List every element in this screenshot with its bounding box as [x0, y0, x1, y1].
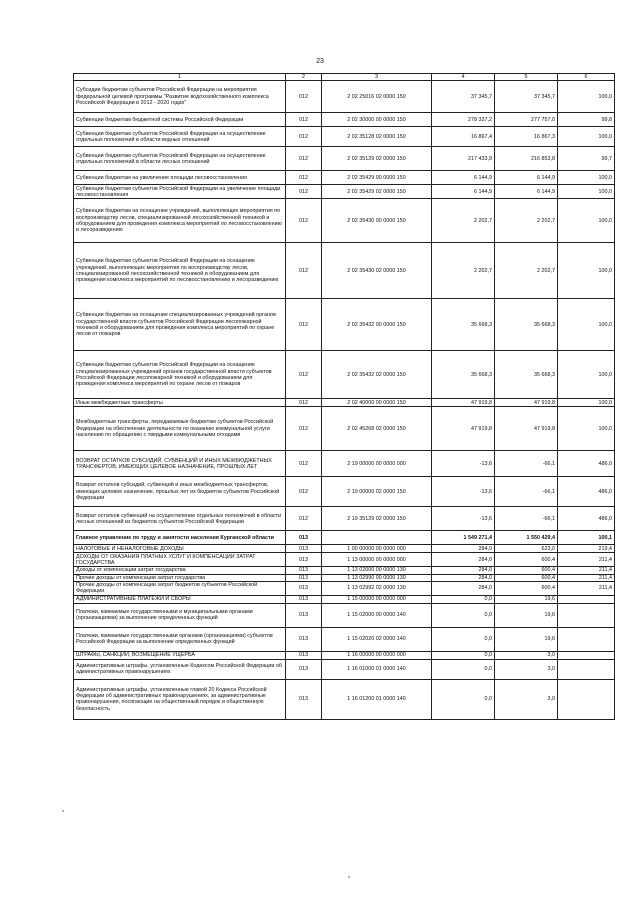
row-percent-cell	[558, 651, 615, 659]
row-admin-code-cell: 013	[286, 659, 322, 679]
table-row	[74, 299, 615, 351]
row-actual-amount-cell: 6 144,9	[495, 185, 558, 199]
row-name-cell: Административные штрафы, установленные главой 20 Кодекса Российской Федерации об административных правонарушениях, за административные правонарушения, посягающие на общественный порядок и общественную безопасность	[74, 679, 286, 719]
row-admin-code-cell: 013	[286, 651, 322, 659]
table-row	[74, 171, 615, 185]
row-planned-amount-cell: 0,0	[432, 627, 495, 651]
budget-revenue-table	[73, 73, 615, 720]
row-planned-amount-cell: 35 668,3	[432, 351, 495, 399]
header-cell: 4	[432, 74, 495, 81]
table-row	[74, 651, 615, 659]
row-planned-amount-cell: 0,0	[432, 679, 495, 719]
row-name-cell: АДМИНИСТРАТИВНЫЕ ПЛАТЕЖИ И СБОРЫ	[74, 595, 286, 603]
scan-speck	[62, 810, 64, 812]
row-actual-amount-cell: 35 668,3	[495, 351, 558, 399]
row-admin-code-cell: 012	[286, 351, 322, 399]
row-planned-amount-cell: 6 144,9	[432, 171, 495, 185]
row-budget-code-cell: 2 02 40000 00 0000 150	[322, 399, 432, 407]
row-name-cell: НАЛОГОВЫЕ И НЕНАЛОГОВЫЕ ДОХОДЫ	[74, 545, 286, 553]
row-percent-cell: 211,4	[558, 581, 615, 595]
row-actual-amount-cell: 2 202,7	[495, 243, 558, 299]
row-planned-amount-cell: -13,6	[432, 507, 495, 531]
row-actual-amount-cell: 3,0	[495, 679, 558, 719]
table-row	[74, 595, 615, 603]
table-row	[74, 659, 615, 679]
row-actual-amount-cell: 600,4	[495, 581, 558, 595]
row-budget-code-cell: 2 19 00000 02 0000 150	[322, 477, 432, 507]
row-actual-amount-cell: 3,0	[495, 659, 558, 679]
row-admin-code-cell: 013	[286, 595, 322, 603]
row-actual-amount-cell: 623,0	[495, 545, 558, 553]
row-actual-amount-cell: 19,6	[495, 627, 558, 651]
row-budget-code-cell: 2 19 35129 02 0000 150	[322, 507, 432, 531]
row-actual-amount-cell: 277 757,0	[495, 113, 558, 127]
row-planned-amount-cell: 0,0	[432, 595, 495, 603]
row-budget-code-cell: 1 15 02000 00 0000 140	[322, 603, 432, 627]
row-percent-cell: 100,0	[558, 199, 615, 243]
row-budget-code-cell: 1 13 02990 00 0000 130	[322, 574, 432, 581]
row-planned-amount-cell: 278 337,2	[432, 113, 495, 127]
row-actual-amount-cell: 3,0	[495, 651, 558, 659]
table-row	[74, 199, 615, 243]
row-planned-amount-cell: 2 202,7	[432, 199, 495, 243]
row-budget-code-cell	[322, 531, 432, 545]
row-admin-code-cell: 012	[286, 299, 322, 351]
row-name-cell: Административные штрафы, установленные Кодексом Российской Федерации об административных правонарушениях	[74, 659, 286, 679]
row-admin-code-cell: 012	[286, 171, 322, 185]
row-name-cell: Прочие доходы от компенсации затрат государства	[74, 574, 286, 581]
table-row	[74, 451, 615, 477]
row-percent-cell	[558, 679, 615, 719]
row-name-cell: Субвенции бюджетам субъектов Российской Федерации на осуществление отдельных полномочий в области лесных отношений	[74, 147, 286, 171]
row-name-cell: Межбюджетные трансферты, передаваемые бюджетам субъектов Российской Федерации на обеспечение деятельности по оказанию коммунальной услуги населению по обращению с твердыми коммунальными отходами	[74, 407, 286, 451]
row-percent-cell: 100,0	[558, 127, 615, 147]
scan-speck	[348, 876, 350, 878]
row-budget-code-cell: 2 02 35432 02 0000 150	[322, 351, 432, 399]
row-planned-amount-cell: 16 867,4	[432, 127, 495, 147]
table-row	[74, 603, 615, 627]
table-row	[74, 545, 615, 553]
header-cell: 1	[74, 74, 286, 81]
row-budget-code-cell: 1 16 00000 00 0000 000	[322, 651, 432, 659]
row-budget-code-cell: 2 02 25016 02 0000 150	[322, 81, 432, 113]
table-row	[74, 531, 615, 545]
row-actual-amount-cell: 600,4	[495, 574, 558, 581]
row-admin-code-cell: 012	[286, 199, 322, 243]
row-budget-code-cell: 2 02 35128 02 0000 150	[322, 127, 432, 147]
row-budget-code-cell: 2 02 35429 02 0000 150	[322, 185, 432, 199]
row-actual-amount-cell: 19,6	[495, 595, 558, 603]
row-percent-cell: 100,0	[558, 185, 615, 199]
row-percent-cell: 100,0	[558, 243, 615, 299]
row-budget-code-cell: 2 02 35430 02 0000 150	[322, 243, 432, 299]
row-admin-code-cell: 013	[286, 679, 322, 719]
row-name-cell: Платежи, взимаемые государственными органами (организациями) субъектов Российской Федерации за выполнение определенных функций	[74, 627, 286, 651]
row-name-cell: Возврат остатков субсидий, субвенций и иных межбюджетных трансфертов, имеющих целевое назначение, прошлых лет из бюджетов субъектов Российской Федерации	[74, 477, 286, 507]
row-actual-amount-cell: -66,1	[495, 477, 558, 507]
row-name-cell: Субвенции бюджетам субъектов Российской Федерации на увеличение площади лесовосстановления	[74, 185, 286, 199]
row-admin-code-cell: 013	[286, 553, 322, 567]
row-admin-code-cell: 012	[286, 507, 322, 531]
row-admin-code-cell: 013	[286, 581, 322, 595]
row-budget-code-cell: 2 02 35129 02 0000 150	[322, 147, 432, 171]
row-actual-amount-cell: 16 867,3	[495, 127, 558, 147]
row-name-cell: ВОЗВРАТ ОСТАТКОВ СУБСИДИЙ, СУБВЕНЦИЙ И ИНЫХ МЕЖБЮДЖЕТНЫХ ТРАНСФЕРТОВ, ИМЕЮЩИХ ЦЕЛЕВОЕ НАЗНАЧЕНИЕ, ПРОШЛЫХ ЛЕТ	[74, 451, 286, 477]
row-percent-cell: 486,0	[558, 507, 615, 531]
row-admin-code-cell: 012	[286, 185, 322, 199]
row-name-cell: Субсидии бюджетам субъектов Российской Федерации на мероприятия федеральной целевой программы "Развитие водохозяйственного комплекса Российской Федерации в 2012 - 2020 годах"	[74, 81, 286, 113]
row-planned-amount-cell: 37 345,7	[432, 81, 495, 113]
row-planned-amount-cell: 1 549 271,4	[432, 531, 495, 545]
table-row	[74, 627, 615, 651]
row-actual-amount-cell: 37 345,7	[495, 81, 558, 113]
row-name-cell: Прочие доходы от компенсации затрат бюджетов субъектов Российской Федерации	[74, 581, 286, 595]
table-row	[74, 113, 615, 127]
row-percent-cell: 486,0	[558, 451, 615, 477]
row-actual-amount-cell: -66,1	[495, 507, 558, 531]
row-budget-code-cell: 1 13 02992 02 0000 130	[322, 581, 432, 595]
row-admin-code-cell: 013	[286, 545, 322, 553]
row-percent-cell: 100,0	[558, 299, 615, 351]
row-name-cell: ДОХОДЫ ОТ ОКАЗАНИЯ ПЛАТНЫХ УСЛУГ И КОМПЕНСАЦИИ ЗАТРАТ ГОСУДАРСТВА	[74, 553, 286, 567]
row-budget-code-cell: 1 13 02000 00 0000 130	[322, 567, 432, 574]
row-name-cell: Иные межбюджетные трансферты	[74, 399, 286, 407]
row-percent-cell: 211,4	[558, 553, 615, 567]
table-row	[74, 553, 615, 567]
row-budget-code-cell: 2 02 35432 00 0000 150	[322, 299, 432, 351]
header-cell: 6	[558, 74, 615, 81]
row-actual-amount-cell: 35 668,3	[495, 299, 558, 351]
row-budget-code-cell: 1 15 02020 02 0000 140	[322, 627, 432, 651]
row-percent-cell: 99,7	[558, 147, 615, 171]
row-name-cell: Главное управление по труду и занятости населения Курганской области	[74, 531, 286, 545]
row-percent-cell: 219,4	[558, 545, 615, 553]
row-planned-amount-cell: 0,0	[432, 651, 495, 659]
row-planned-amount-cell: 0,0	[432, 659, 495, 679]
row-admin-code-cell: 013	[286, 603, 322, 627]
row-percent-cell: 211,4	[558, 574, 615, 581]
row-admin-code-cell: 012	[286, 113, 322, 127]
row-planned-amount-cell: 47 919,8	[432, 399, 495, 407]
row-actual-amount-cell: 600,4	[495, 567, 558, 574]
row-admin-code-cell: 012	[286, 243, 322, 299]
table-row	[74, 127, 615, 147]
row-actual-amount-cell: 1 550 429,4	[495, 531, 558, 545]
row-actual-amount-cell: -66,1	[495, 451, 558, 477]
table-header-row	[74, 74, 615, 81]
row-name-cell: Доходы от компенсации затрат государства	[74, 567, 286, 574]
row-percent-cell: 100,0	[558, 351, 615, 399]
table-row	[74, 567, 615, 574]
row-planned-amount-cell: 284,0	[432, 553, 495, 567]
row-planned-amount-cell: -13,6	[432, 477, 495, 507]
row-planned-amount-cell: 284,0	[432, 574, 495, 581]
row-percent-cell	[558, 627, 615, 651]
row-budget-code-cell: 1 13 00000 00 0000 000	[322, 553, 432, 567]
row-name-cell: Возврат остатков субвенций на осуществление отдельных полномочий в области лесных отношений из бюджетов субъектов Российской Федерации	[74, 507, 286, 531]
row-admin-code-cell: 013	[286, 567, 322, 574]
row-percent-cell: 211,4	[558, 567, 615, 574]
table-row	[74, 477, 615, 507]
row-name-cell: Субвенции бюджетам на оснащение учреждений, выполняющих мероприятия по воспроизводству лесов, специализированной лесохозяйственной техникой и оборудованием для проведения комплекса мероприятий по лесовосстановлению и лесоразведению	[74, 199, 286, 243]
row-name-cell: Субвенции бюджетам субъектов Российской Федерации на осуществление отдельных полномочий в области водных отношений	[74, 127, 286, 147]
row-budget-code-cell: 2 02 45268 02 0000 150	[322, 407, 432, 451]
row-percent-cell	[558, 595, 615, 603]
row-actual-amount-cell: 600,4	[495, 553, 558, 567]
table-row	[74, 399, 615, 407]
header-cell: 5	[495, 74, 558, 81]
table-row	[74, 507, 615, 531]
row-actual-amount-cell: 47 919,8	[495, 407, 558, 451]
row-name-cell: Субвенции бюджетам на увеличение площади лесовосстановления	[74, 171, 286, 185]
table-row	[74, 574, 615, 581]
row-planned-amount-cell: 284,0	[432, 567, 495, 574]
row-percent-cell	[558, 603, 615, 627]
row-name-cell: ШТРАФЫ, САНКЦИИ, ВОЗМЕЩЕНИЕ УЩЕРБА	[74, 651, 286, 659]
row-budget-code-cell: 1 15 00000 00 0000 000	[322, 595, 432, 603]
row-planned-amount-cell: 284,0	[432, 545, 495, 553]
row-budget-code-cell: 2 19 00000 00 0000 000	[322, 451, 432, 477]
page-number: 23	[316, 58, 324, 65]
row-planned-amount-cell: 6 144,9	[432, 185, 495, 199]
table-row	[74, 81, 615, 113]
row-admin-code-cell: 012	[286, 399, 322, 407]
row-actual-amount-cell: 47 919,8	[495, 399, 558, 407]
row-admin-code-cell: 012	[286, 127, 322, 147]
row-admin-code-cell: 013	[286, 531, 322, 545]
table-row	[74, 243, 615, 299]
row-percent-cell: 100,0	[558, 171, 615, 185]
table-row	[74, 351, 615, 399]
row-name-cell: Субвенции бюджетам на оснащение специализированных учреждений органов государственной власти субъектов Российской Федерации лесопожарной техникой и оборудованием для проведения комплекса мероприятий по охране лесов от пожаров	[74, 299, 286, 351]
row-budget-code-cell: 2 02 35429 00 0000 150	[322, 171, 432, 185]
row-actual-amount-cell: 6 144,9	[495, 171, 558, 185]
row-admin-code-cell: 012	[286, 81, 322, 113]
row-actual-amount-cell: 216 853,8	[495, 147, 558, 171]
row-planned-amount-cell: 284,0	[432, 581, 495, 595]
row-percent-cell: 99,8	[558, 113, 615, 127]
row-percent-cell: 100,1	[558, 531, 615, 545]
row-percent-cell: 100,0	[558, 407, 615, 451]
row-planned-amount-cell: -13,6	[432, 451, 495, 477]
row-planned-amount-cell: 0,0	[432, 603, 495, 627]
row-admin-code-cell: 013	[286, 574, 322, 581]
row-admin-code-cell: 012	[286, 451, 322, 477]
row-name-cell: Субвенции бюджетам бюджетной системы Российской Федерации	[74, 113, 286, 127]
row-percent-cell	[558, 659, 615, 679]
row-admin-code-cell: 012	[286, 477, 322, 507]
row-admin-code-cell: 012	[286, 147, 322, 171]
row-name-cell: Субвенции бюджетам субъектов Российской Федерации на оснащение учреждений, выполняющих мероприятия по воспроизводству лесов, специализированной лесохозяйственной техникой и оборудованием для проведения комплекса мероприятий по лесовосстановлению и лесоразведению	[74, 243, 286, 299]
row-percent-cell: 100,0	[558, 399, 615, 407]
row-name-cell: Субвенции бюджетам субъектов Российской Федерации на оснащение специализированных учреждений органов государственной власти субъектов Российской Федерации лесопожарной техникой и оборудованием для проведения комплекса мероприятий по охране лесов от пожаров	[74, 351, 286, 399]
row-percent-cell: 486,0	[558, 477, 615, 507]
row-planned-amount-cell: 47 919,8	[432, 407, 495, 451]
row-budget-code-cell: 1 16 01000 01 0000 140	[322, 659, 432, 679]
row-budget-code-cell: 1 00 00000 00 0000 000	[322, 545, 432, 553]
row-budget-code-cell: 2 02 30000 00 0000 150	[322, 113, 432, 127]
row-name-cell: Платежи, взимаемые государственными и муниципальными органами (организациями) за выполнение определенных функций	[74, 603, 286, 627]
row-admin-code-cell: 013	[286, 627, 322, 651]
row-budget-code-cell: 1 16 01200 01 0000 140	[322, 679, 432, 719]
table-row	[74, 185, 615, 199]
row-planned-amount-cell: 35 668,3	[432, 299, 495, 351]
row-planned-amount-cell: 217 433,9	[432, 147, 495, 171]
row-percent-cell: 100,0	[558, 81, 615, 113]
table-row	[74, 581, 615, 595]
row-budget-code-cell: 2 02 35430 00 0000 150	[322, 199, 432, 243]
header-cell: 3	[322, 74, 432, 81]
table-row	[74, 407, 615, 451]
row-planned-amount-cell: 2 202,7	[432, 243, 495, 299]
row-actual-amount-cell: 19,6	[495, 603, 558, 627]
header-cell: 2	[286, 74, 322, 81]
table-row	[74, 679, 615, 719]
row-admin-code-cell: 012	[286, 407, 322, 451]
row-actual-amount-cell: 2 202,7	[495, 199, 558, 243]
table-row	[74, 147, 615, 171]
